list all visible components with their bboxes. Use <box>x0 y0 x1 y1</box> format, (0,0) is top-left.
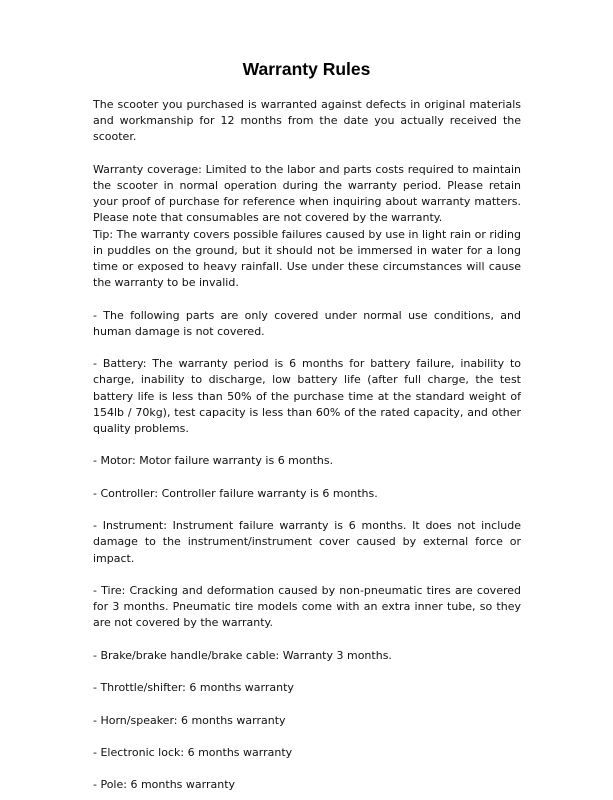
instrument-item: - Instrument: Instrument failure warranty is 6 months. It does not include damage to the instrument/instrument cover caused by external force or impact. <box>93 519 521 565</box>
electronic-lock-item: - Electronic lock: 6 months warranty <box>93 745 293 759</box>
covered-parts-note: - The following parts are only covered under normal use conditions, and human damage is not covered. <box>93 308 521 338</box>
motor-item: - Motor: Motor failure warranty is 6 months. <box>93 454 334 468</box>
throttle-item: - Throttle/shifter: 6 months warranty <box>93 681 294 695</box>
tip-paragraph: Tip: The warranty covers possible failures caused by use in light rain or riding in puddles on the ground, but it should not be immersed in water for a long time or exposed to heavy rainfall. Use under these circumstances will cause the warranty to be invalid. <box>93 227 521 290</box>
warranty-coverage-paragraph: Warranty coverage: Limited to the labor and parts costs required to maintain the scooter in normal operation during the warranty period. Please retain your proof of purchase for reference when inquiring about warranty matters. Please note that consumables are not covered by the warranty. <box>93 162 521 225</box>
brake-item: - Brake/brake handle/brake cable: Warranty 3 months. <box>93 648 392 662</box>
page-title: Warranty Rules <box>242 59 371 79</box>
controller-item: - Controller: Controller failure warranty is 6 months. <box>93 486 378 500</box>
intro-paragraph: The scooter you purchased is warranted against defects in original materials and workmanship for 12 months from the date you actually received the scooter. <box>93 98 521 144</box>
battery-item: - Battery: The warranty period is 6 months for battery failure, inability to charge, inability to discharge, low battery life (after full charge, the test battery life is less than 50% of the purchase time at the standard weight of 154lb / 70kg), test capacity is less than 60% of the rated capacity, and other quality problems. <box>93 357 521 436</box>
tire-item: - Tire: Cracking and deformation caused by non-pneumatic tires are covered for 3 months. Pneumatic tire models come with an extra inner tube, so they are not covered by the warranty. <box>93 583 521 630</box>
horn-item: - Horn/speaker: 6 months warranty <box>93 713 286 727</box>
document-body <box>93 97 521 794</box>
pole-item: - Pole: 6 months warranty <box>93 778 236 792</box>
